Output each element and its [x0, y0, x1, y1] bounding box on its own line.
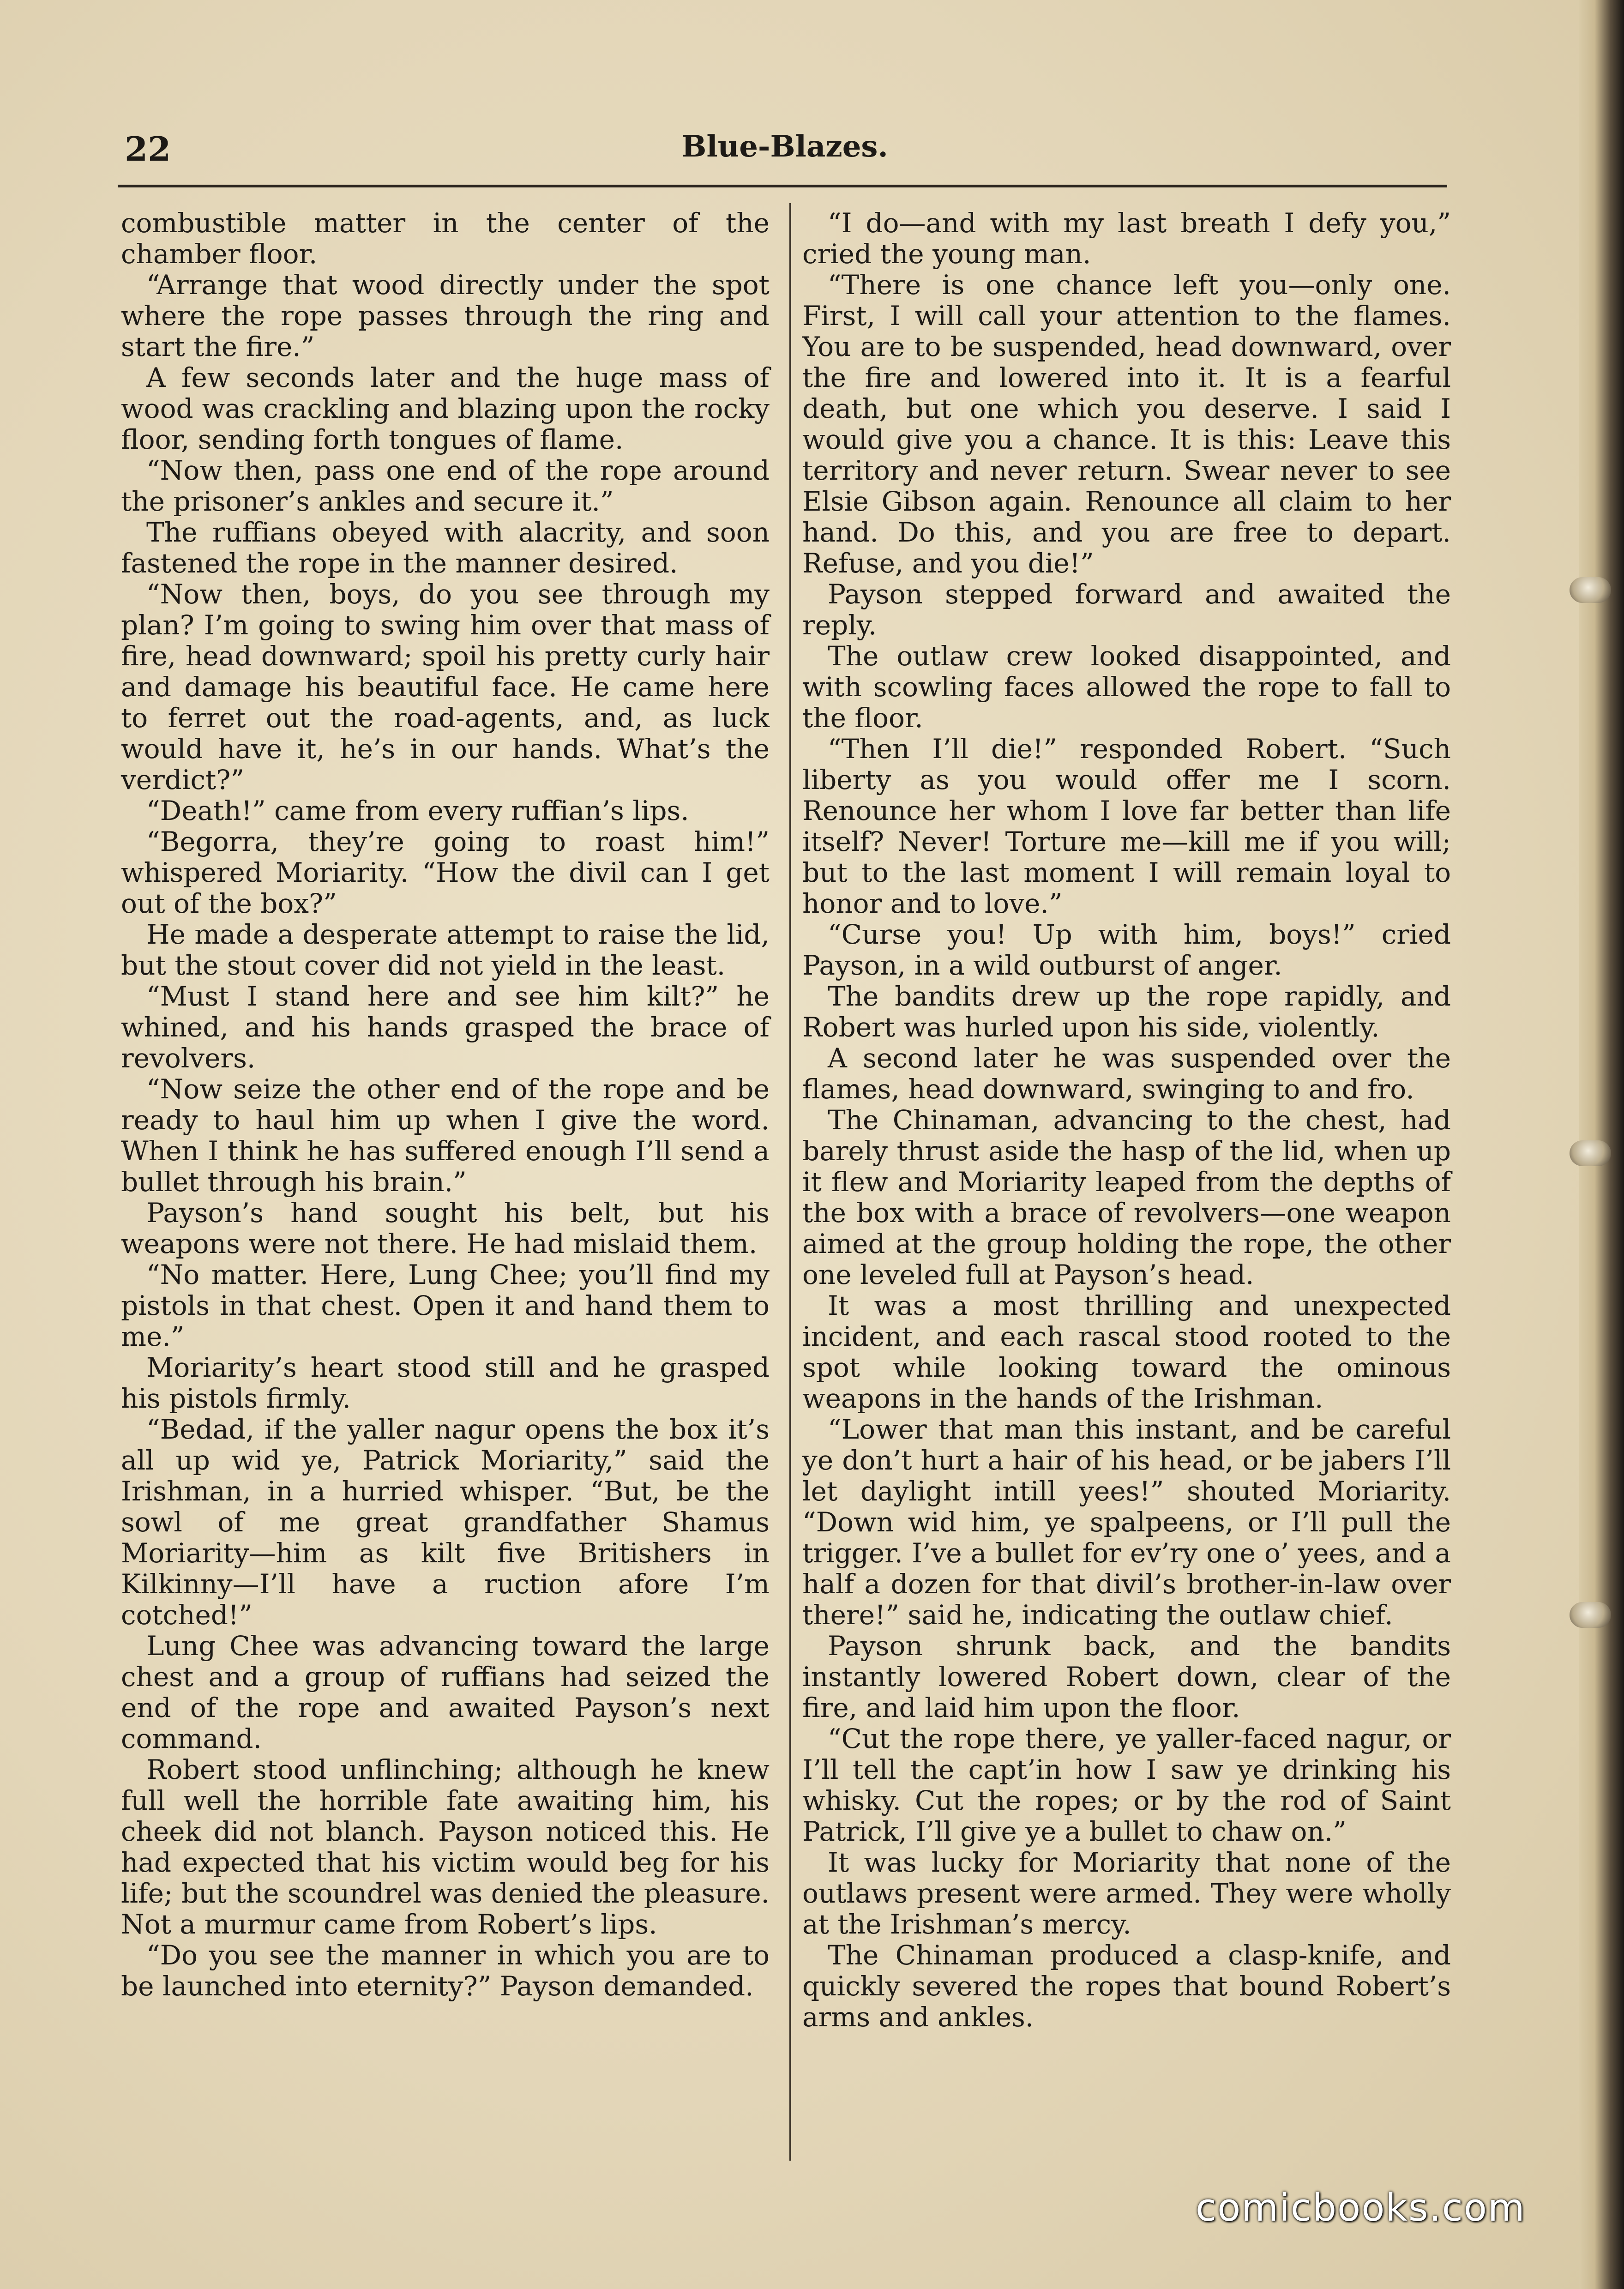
paragraph: “Arrange that wood directly under the spot where the rope passes through the ring and start the fire.”	[121, 269, 770, 362]
paragraph: The bandits drew up the rope rapidly, and Robert was hurled upon his side, violently.	[802, 981, 1451, 1043]
paragraph: “Lower that man this instant, and be careful ye don’t hurt a hair of his head, or be jabers I’ll let daylight intill yees!” shouted Moriarity. “Down wid him, ye spalpeens, or I’ll pull the trigger. I’ve a bullet for ev’ry one o’ yees, and a half a dozen for that divil’s brother-in-law over there!” said he, indicating the outlaw chief.	[802, 1414, 1451, 1631]
paragraph: The outlaw crew looked disappointed, and with scowling faces allowed the rope to fall to the floor.	[802, 640, 1451, 734]
paragraph: “No matter. Here, Lung Chee; you’ll find my pistols in that chest. Open it and hand them to me.”	[121, 1259, 770, 1352]
paragraph: “Do you see the manner in which you are to be launched into eternity?” Payson demanded.	[121, 1940, 770, 2002]
paragraph: “Now then, boys, do you see through my plan? I’m going to swing him over that mass of fire, head downward; spoil his pretty curly hair and damage his beautiful face. He came here to ferret out the road-agents, and, as luck would have it, he’s in our hands. What’s the verdict?”	[121, 578, 770, 795]
paragraph: The ruffians obeyed with alacrity, and soon fastened the rope in the manner desired.	[121, 517, 770, 579]
paragraph: Payson stepped forward and awaited the reply.	[802, 578, 1451, 641]
site-watermark: comicbooks.com	[1196, 2186, 1526, 2230]
right-column	[802, 208, 1451, 2033]
paragraph: A few seconds later and the huge mass of wood was crackling and blazing upon the rocky floor, sending forth tongues of flame.	[121, 362, 770, 455]
paragraph: “Cut the rope there, ye yaller-faced nagur, or I’ll tell the capt’in how I saw ye drinking his whisky. Cut the ropes; or by the rod of Saint Patrick, I’ll give ye a bullet to chaw on.”	[802, 1723, 1451, 1847]
paragraph: The Chinaman, advancing to the chest, had barely thrust aside the hasp of the lid, when up it flew and Moriarity leaped from the depths of the box with a brace of revolvers—one weapon aimed at the group holding the rope, the other one leveled full at Payson’s head.	[802, 1104, 1451, 1290]
paragraph: combustible matter in the center of the chamber floor.	[121, 207, 770, 270]
paragraph: “Now then, pass one end of the rope around the prisoner’s ankles and secure it.”	[121, 455, 770, 517]
paragraph: It was lucky for Moriarity that none of the outlaws present were armed. They were wholly at the Irishman’s mercy.	[802, 1847, 1451, 1940]
page-header	[125, 129, 1445, 180]
paragraph: “Begorra, they’re going to roast him!” whispered Moriarity. “How the divil can I get out of the box?”	[121, 826, 770, 919]
paragraph: Payson’s hand sought his belt, but his weapons were not there. He had mislaid them.	[121, 1197, 770, 1259]
paragraph: “Now seize the other end of the rope and be ready to haul him up when I give the word. When I think he has suffered enough I’ll send a bullet through his brain.”	[121, 1073, 770, 1198]
paragraph: “Must I stand here and see him kilt?” he whined, and his hands grasped the brace of revolvers.	[121, 981, 770, 1074]
paragraph: Payson shrunk back, and the bandits instantly lowered Robert down, clear of the fire, and laid him upon the floor.	[802, 1630, 1451, 1723]
paragraph: Robert stood unflinching; although he knew full well the horrible fate awaiting him, his cheek did not blanch. Payson noticed this. He had expected that his victim would beg for his life; but the scoundrel was denied the pleasure. Not a murmur came from Robert’s lips.	[121, 1754, 770, 1940]
header-rule	[118, 185, 1447, 187]
paragraph: “Death!” came from every ruffian’s lips.	[146, 795, 689, 826]
staple-icon	[1570, 1140, 1611, 1166]
staple-icon	[1570, 577, 1611, 603]
paragraph: “Bedad, if the yaller nagur opens the box it’s all up wid ye, Patrick Moriarity,” said the Irishman, in a hurried whisper. “But, be the sowl of me great grandfather Shamus Moriarity—him as kilt five Britishers in Kilkinny—I’ll have a ruction afore I’m cotched!”	[121, 1414, 770, 1631]
paragraph: “Then I’ll die!” responded Robert. “Such liberty as you would offer me I scorn. Renounce her whom I love far better than life itself? Never! Torture me—kill me if you will; but to the last moment I will remain loyal to honor and to love.”	[802, 733, 1451, 919]
paragraph: Moriarity’s heart stood still and he grasped his pistols firmly.	[121, 1352, 770, 1414]
paragraph: A second later he was suspended over the flames, head downward, swinging to and fro.	[802, 1042, 1451, 1105]
staple-icon	[1570, 1602, 1611, 1628]
paragraph: The Chinaman produced a clasp-knife, and quickly severed the ropes that bound Robert’s arms and ankles.	[802, 1940, 1451, 2033]
paragraph: “There is one chance left you—only one. First, I will call your attention to the flames. You are to be suspended, head downward, over the fire and lowered into it. It is a fearful death, but one which you deserve. I said I would give you a chance. It is this: Leave this territory and never return. Swear never to see Elsie Gibson again. Renounce all claim to her hand. Do this, and you are free to depart. Refuse, and you die!”	[802, 269, 1451, 579]
column-divider	[789, 203, 791, 2161]
paragraph: “Curse you! Up with him, boys!” cried Payson, in a wild outburst of anger.	[802, 919, 1451, 981]
left-column	[121, 208, 770, 2002]
paragraph: It was a most thrilling and unexpected incident, and each rascal stood rooted to the spot while looking toward the ominous weapons in the hands of the Irishman.	[802, 1290, 1451, 1414]
paragraph: He made a desperate attempt to raise the lid, but the stout cover did not yield in the least.	[121, 919, 770, 981]
paragraph: “I do—and with my last breath I defy you,” cried the young man.	[802, 207, 1451, 270]
paragraph: Lung Chee was advancing toward the large chest and a group of ruffians had seized the end of the rope and awaited Payson’s next command.	[121, 1630, 770, 1754]
page-number: 22	[125, 129, 171, 169]
running-title: Blue-Blazes.	[681, 129, 888, 164]
